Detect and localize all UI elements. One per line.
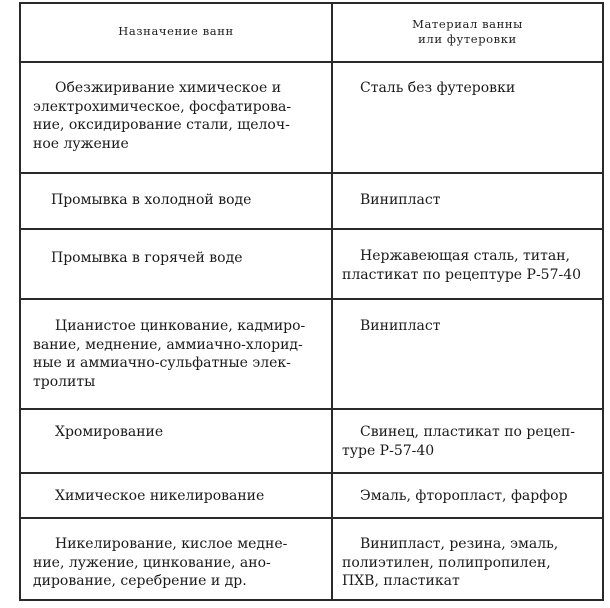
row-3-purpose: [33, 249, 333, 268]
text-line: Хромирование: [55, 424, 164, 440]
row-rule: [19, 172, 604, 174]
text-line: Никелирование, кислое медне-: [55, 536, 288, 552]
text-line: дирование, серебрение и др.: [33, 573, 247, 590]
table-left-border: [19, 2, 21, 601]
header-purpose: [21, 24, 331, 39]
row-4-purpose: [33, 317, 333, 391]
row-6-material: [342, 487, 592, 506]
row-2-material: [342, 191, 592, 210]
row-rule: [19, 228, 604, 230]
text-line: ное лужение: [33, 135, 129, 152]
text-line: ние, оксидирование стали, щелоч-: [33, 117, 290, 134]
header-material: [333, 17, 602, 47]
header-material-line: Материал ванны: [412, 17, 523, 31]
text-line: ние, лужение, цинкование, ано-: [33, 554, 271, 571]
text-line: Винипласт: [360, 318, 441, 334]
table-bottom-rule: [19, 599, 604, 601]
table-top-rule: [19, 2, 604, 4]
row-1-purpose: [33, 79, 333, 153]
text-line: Обезжиривание химическое и: [55, 80, 282, 96]
text-line: электрохимическое, фосфатирова-: [33, 98, 292, 115]
row-4-material: [342, 317, 592, 336]
row-7-purpose: [33, 535, 333, 591]
text-line: Винипласт, резина, эмаль,: [360, 536, 559, 552]
text-line: Свинец, пластикат по рецеп-: [360, 424, 576, 440]
text-line: Винипласт: [360, 192, 441, 208]
text-line: ные и аммиачно-сульфатные элек-: [33, 355, 291, 372]
text-line: Нержавеющая сталь, титан,: [360, 248, 570, 264]
row-rule: [19, 517, 604, 519]
row-rule: [19, 408, 604, 410]
text-line: Сталь без футеровки: [360, 80, 516, 96]
text-line: Промывка в горячей воде: [51, 250, 243, 266]
text-line: туре Р-57-40: [342, 442, 435, 459]
text-line: вание, меднение, аммиачно-хлорид-: [33, 336, 303, 353]
header-bottom-rule: [19, 61, 604, 63]
row-rule: [19, 298, 604, 300]
text-line: полиэтилен, полипропилен,: [342, 554, 551, 571]
text-line: пластикат по рецептуре Р-57-40: [342, 266, 582, 283]
header-purpose-text: Назначение ванн: [118, 24, 234, 38]
row-5-purpose: [33, 423, 333, 442]
table-right-border: [602, 2, 604, 601]
row-1-material: [342, 79, 592, 98]
row-rule: [19, 472, 604, 474]
row-3-material: [342, 247, 592, 284]
text-line: ПХВ, пластикат: [342, 573, 460, 590]
text-line: Эмаль, фторопласт, фарфор: [360, 488, 568, 504]
row-6-purpose: [33, 487, 333, 506]
text-line: Цианистое цинкование, кадмиро-: [55, 318, 306, 334]
header-material-line: или футеровки: [418, 32, 517, 46]
row-5-material: [342, 423, 592, 460]
text-line: тролиты: [33, 373, 96, 390]
text-line: Химическое никелирование: [55, 488, 265, 504]
text-line: Промывка в холодной воде: [51, 192, 252, 208]
row-2-purpose: [33, 191, 333, 210]
bath-materials-table: [19, 2, 604, 602]
row-7-material: [342, 535, 592, 591]
